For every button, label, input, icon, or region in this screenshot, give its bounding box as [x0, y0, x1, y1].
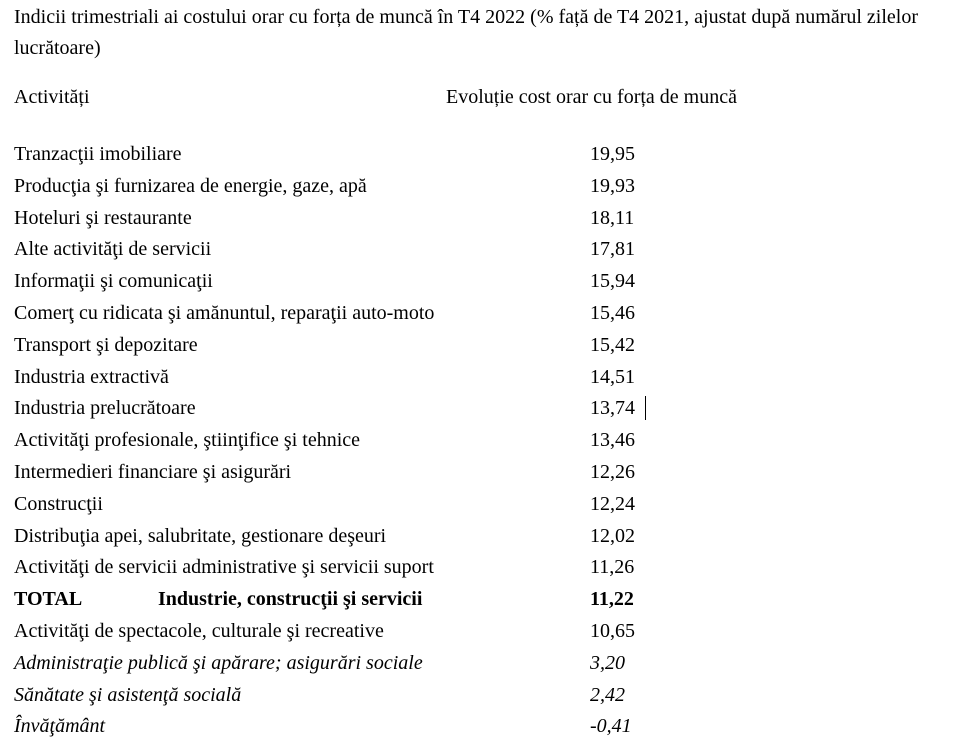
activity-name: Comerţ cu ridicata şi amănuntul, reparaţii auto-moto — [14, 301, 435, 324]
cost-evolution-value: 12,02 — [590, 524, 635, 547]
activity-name: Informaţii şi comunicaţii — [14, 270, 213, 293]
table-row — [14, 139, 954, 171]
activity-name: Administraţie publică şi apărare; asigurări sociale — [14, 651, 423, 674]
cost-evolution-value: 13,46 — [590, 429, 635, 452]
activity-name: Învăţământ — [14, 715, 106, 738]
table-row — [14, 266, 954, 298]
activity-name: Activităţi profesionale, ştiinţifice şi tehnice — [14, 429, 361, 452]
table-row — [14, 521, 954, 553]
column-header-value: Evoluție cost orar cu forța de muncă — [446, 86, 737, 108]
text-cursor — [645, 396, 646, 420]
cost-evolution-value: 10,65 — [590, 619, 635, 642]
table-row — [14, 711, 954, 743]
table-row — [14, 203, 954, 235]
activity-name: Construcţii — [14, 492, 103, 515]
cost-evolution-value: 11,22 — [590, 588, 634, 611]
activity-name: Industria extractivă — [14, 365, 169, 388]
table-row — [14, 298, 954, 330]
total-label: TOTAL — [14, 588, 83, 611]
table-row — [14, 457, 954, 489]
cost-evolution-value: 19,95 — [590, 143, 635, 165]
cost-evolution-value: 15,42 — [590, 333, 635, 356]
table-row — [14, 234, 954, 266]
activities-table — [14, 139, 954, 743]
activity-name: Transport şi depozitare — [14, 333, 198, 356]
table-row — [14, 552, 954, 584]
activity-name: Sănătate şi asistenţă socială — [14, 683, 242, 706]
activity-name: Alte activităţi de servicii — [14, 238, 212, 261]
activity-name: Distribuţia apei, salubritate, gestionare deşeuri — [14, 524, 387, 547]
cost-evolution-value: 18,11 — [590, 206, 635, 229]
cost-evolution-value: 15,94 — [590, 270, 635, 293]
cost-evolution-value: 12,26 — [590, 460, 635, 483]
document-title: Indicii trimestriali ai costului orar cu forța de muncă în T4 2022 (% față de T4 2021, ajustat după numărul zilelor lucrătoare) — [14, 6, 918, 59]
table-row — [14, 171, 954, 203]
table-row — [14, 425, 954, 457]
activity-name: Hoteluri şi restaurante — [14, 206, 192, 229]
cost-evolution-value: 14,51 — [590, 365, 635, 388]
table-row — [14, 489, 954, 521]
cost-evolution-value: 3,20 — [590, 651, 625, 674]
table-row — [14, 362, 954, 394]
table-row — [14, 648, 954, 680]
activity-name: Tranzacţii imobiliare — [14, 143, 182, 165]
cost-evolution-value: 19,93 — [590, 174, 635, 197]
cost-evolution-value: 15,46 — [590, 301, 635, 324]
cost-evolution-value: 11,26 — [590, 556, 635, 579]
cost-evolution-value: 12,24 — [590, 492, 635, 515]
total-row — [14, 584, 954, 616]
table-row — [14, 330, 954, 362]
activity-name: Producţia şi furnizarea de energie, gaze, apă — [14, 174, 367, 197]
cost-evolution-value: -0,41 — [590, 715, 632, 738]
activity-name: Intermedieri financiare şi asigurări — [14, 460, 292, 483]
activity-name: Activităţi de servicii administrative şi servicii suport — [14, 556, 434, 579]
column-header-activity: Activități — [14, 86, 90, 108]
activity-name: Industrie, construcţii şi servicii — [158, 588, 423, 611]
table-row — [14, 680, 954, 712]
activity-name: Industria prelucrătoare — [14, 397, 196, 420]
table-row — [14, 393, 954, 425]
cost-evolution-value: 13,74 — [590, 397, 635, 420]
table-row — [14, 616, 954, 648]
cost-evolution-value: 2,42 — [590, 683, 625, 706]
table-header — [14, 83, 954, 111]
cost-evolution-value: 17,81 — [590, 238, 635, 261]
activity-name: Activităţi de spectacole, culturale şi recreative — [14, 619, 384, 642]
